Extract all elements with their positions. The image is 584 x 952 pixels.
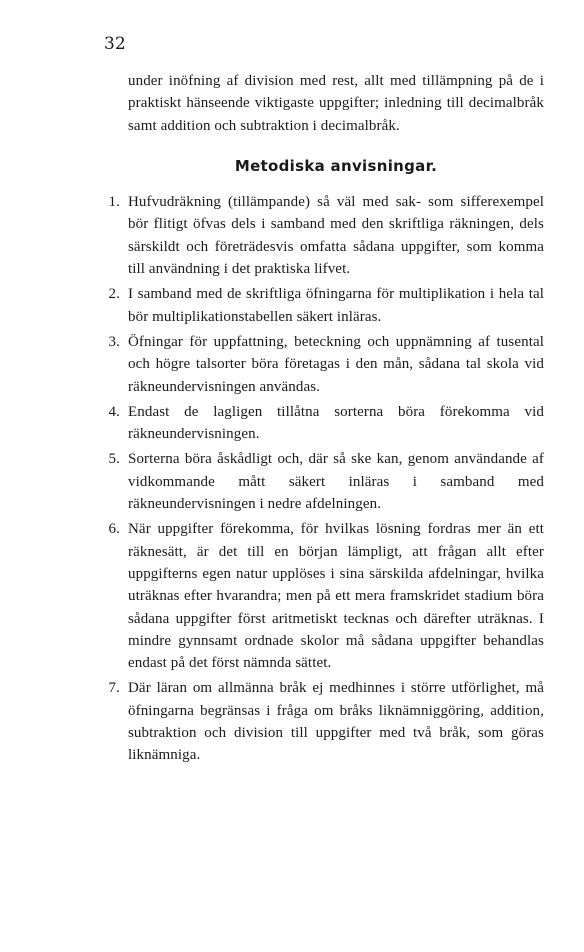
item-number: 6. bbox=[108, 521, 120, 538]
page-body bbox=[104, 70, 544, 770]
page-number: 32 bbox=[104, 34, 126, 54]
list-item bbox=[104, 677, 544, 766]
section-heading: Metodiska anvisningar. bbox=[234, 156, 438, 175]
list-item bbox=[104, 401, 544, 446]
item-number: 1. bbox=[108, 194, 120, 211]
item-text: Endast de lagligen tillåtna sorterna böra förekomma vid räkneundervisningen. bbox=[128, 403, 544, 443]
item-number: 4. bbox=[108, 403, 120, 420]
list-item bbox=[104, 191, 544, 280]
list-item bbox=[104, 518, 544, 674]
item-number: 7. bbox=[108, 680, 120, 697]
item-text: I samband med de skriftliga öfningarna för multiplikation i hela tal bör multiplikationstabellen säkert inläras. bbox=[128, 286, 544, 325]
item-text: När uppgifter förekomma, för hvilkas lösning fordras mer än ett räknesätt, är det till en början lämpligt, att frågan allt efter uppgifterns egen natur upplöses i sina särskilda afdelningar, hvilka uträknas efter hvarandra; men på ett mera framskridet stadium böra sådana uppgifter först aritmetiskt tecknas och därefter uträknas. I mindre gynnsamt ordnade skolor må sådana uppgifter behandlas endast på det först nämnda sättet. bbox=[128, 521, 544, 672]
intro-paragraph: under inöfning af division med rest, allt med tillämpning på de i praktiskt hänseende viktigaste uppgifter; inledning till decimalbråk samt addition och subtraktion i decimalbråk. bbox=[128, 73, 544, 134]
list-item bbox=[104, 283, 544, 328]
item-text: Hufvudräkning (tillämpande) så väl med sak- som sifferexempel bör flitigt öfvas dels i samband med den skriftliga räkningen, dels särskildt och företrädesvis omfatta sådana uppgifter, som komma till användning i det praktiska lifvet. bbox=[128, 194, 544, 278]
item-number: 2. bbox=[108, 286, 120, 303]
instruction-list bbox=[104, 191, 544, 766]
item-text: Öfningar för uppfattning, beteckning och uppnämning af tusental och högre talsorter böra företagas i den mån, sådana tal skola vid räkneundervisningen användas. bbox=[128, 333, 544, 395]
item-text: Där läran om allmänna bråk ej medhinnes i större utförlighet, må öfningarna begränsas i fråga om bråks liknämniggöring, addition, subtraktion och division till uppgifter med två bråk, som göras liknämniga. bbox=[128, 680, 544, 764]
item-text: Sorterna böra åskådligt och, där så ske kan, genom användande af vidkommande mått säkert inläras i samband med räkneundervisningen i nedre afdelningen. bbox=[128, 451, 544, 513]
list-item bbox=[104, 448, 544, 515]
item-number: 5. bbox=[108, 451, 120, 468]
list-item bbox=[104, 331, 544, 398]
item-number: 3. bbox=[108, 333, 120, 350]
